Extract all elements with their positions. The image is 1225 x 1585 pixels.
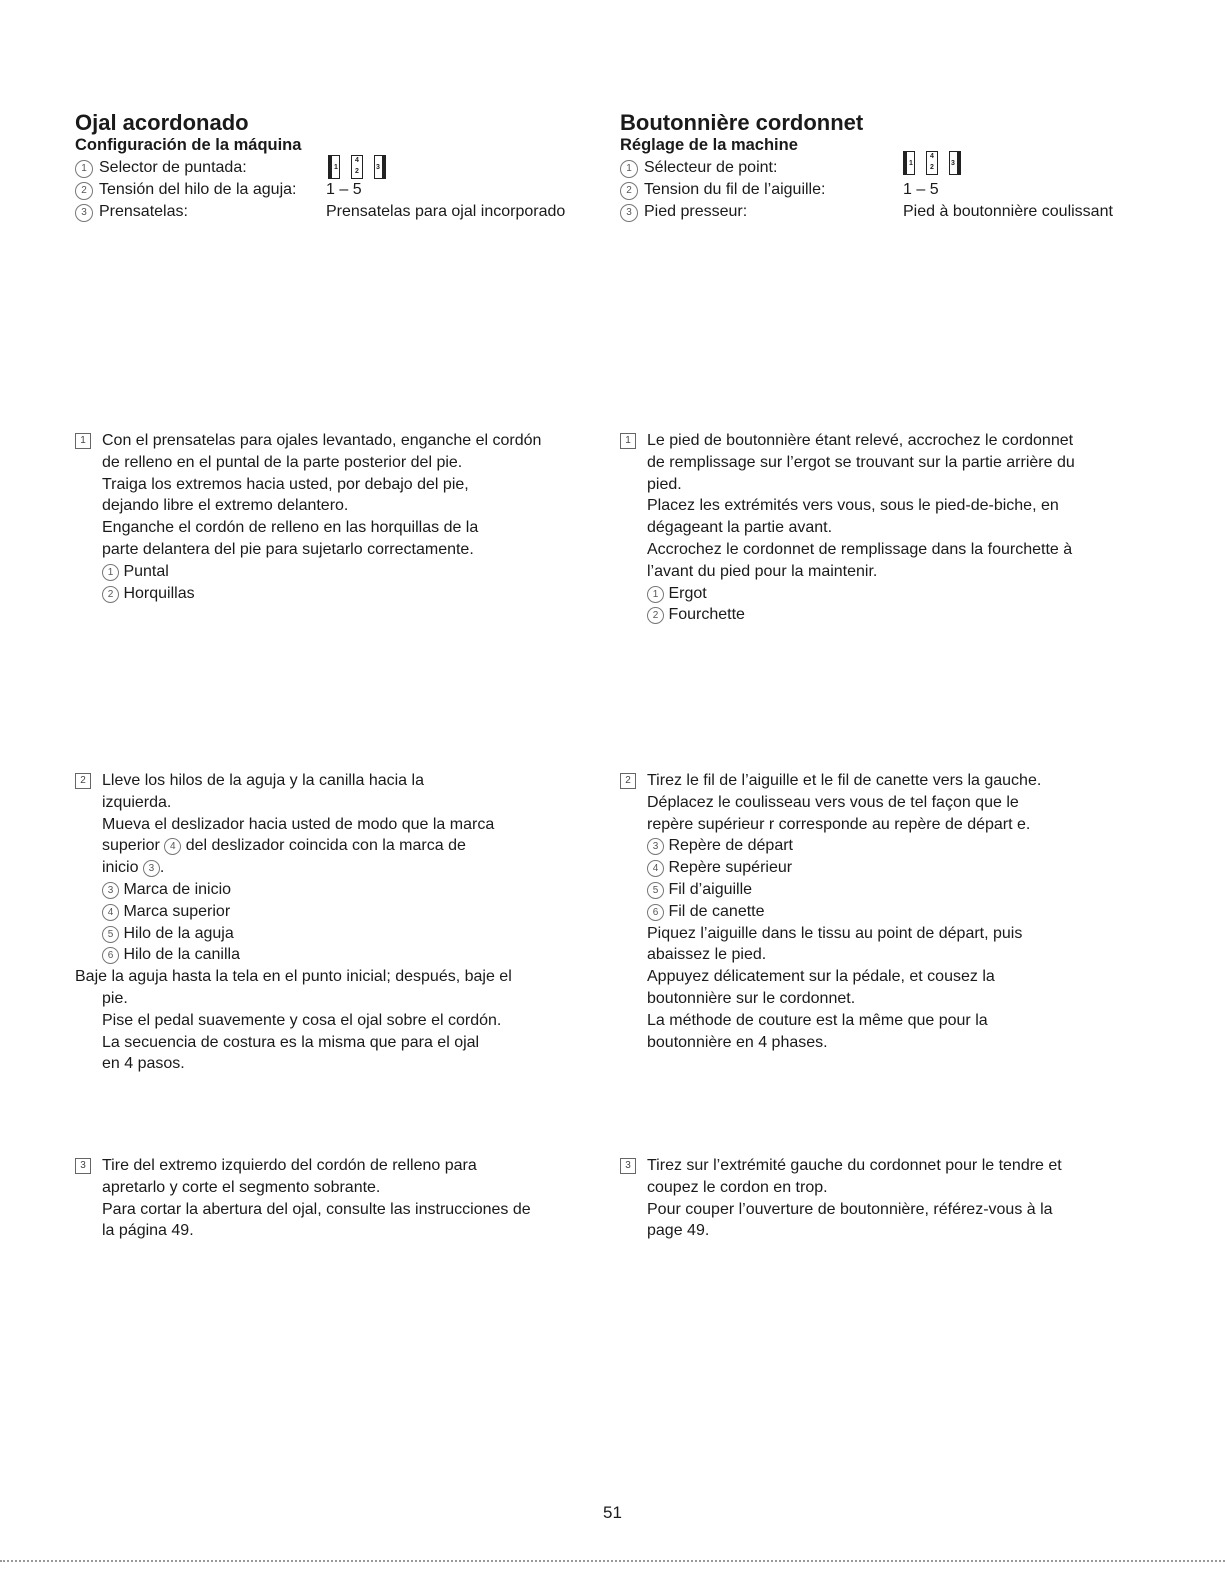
setting-row	[75, 179, 610, 201]
step-text: Con el prensatelas para ojales levantado, enganche el cordón	[102, 432, 542, 449]
setting-value: 1 – 5	[903, 181, 939, 198]
step-number: 1	[75, 433, 91, 449]
page-number: 51	[603, 1503, 622, 1522]
circled-number: 3	[620, 204, 638, 222]
step-text: izquierda.	[102, 793, 172, 811]
setting-row	[620, 179, 1160, 201]
step-text: Placez les extrémités vers vous, sous le pied-de-biche, en	[647, 497, 1059, 515]
step-text: boutonnière sur le cordonnet.	[647, 989, 856, 1007]
step-text: Le pied de boutonnière étant relevé, accrochez le cordonnet	[647, 432, 1074, 449]
step-text: apretarlo y corte el segmento sobrante.	[102, 1178, 381, 1196]
step-text: La méthode de couture est la même que pour la	[647, 1011, 988, 1029]
step-text: boutonnière en 4 phases.	[647, 1033, 828, 1051]
step-text: pied.	[647, 475, 682, 493]
stitch-icon-1: 1	[328, 155, 340, 179]
step-text: superior 4 del deslizador coincida con la marca de	[102, 837, 466, 855]
step-text: Tirez sur l’extrémité gauche du cordonnet pour le tendre et	[647, 1157, 1062, 1174]
circled-number: 1	[75, 160, 93, 178]
setting-row	[75, 157, 610, 179]
step-number: 3	[620, 1158, 636, 1174]
list-item: 6 Fil de canette	[647, 901, 1160, 923]
step-1	[75, 430, 610, 604]
setting-label: Prensatelas:	[99, 203, 188, 220]
step-text: dejando libre el extremo delantero.	[102, 497, 349, 515]
step-text: dégageant la partie avant.	[647, 519, 833, 537]
setting-row	[620, 201, 1160, 223]
step-2	[620, 770, 1160, 1053]
setting-label: Sélecteur de point:	[644, 159, 778, 176]
step-3	[620, 1155, 1160, 1242]
step-number: 3	[75, 1158, 91, 1174]
step-text: repère supérieur r corresponde au repère de départ e.	[647, 815, 1031, 833]
section-title: Boutonnière cordonnet	[620, 110, 864, 135]
step-text: Mueva el deslizador hacia usted de modo que la marca	[102, 815, 495, 833]
machine-setup-heading: Réglage de la machine	[620, 136, 798, 154]
step-text: abaissez le pied.	[647, 946, 767, 964]
step-text: page 49.	[647, 1222, 710, 1240]
setting-label: Tensión del hilo de la aguja:	[99, 181, 297, 198]
setting-label: Tension du fil de l’aiguille:	[644, 181, 826, 198]
circled-number: 1	[620, 160, 638, 178]
step-2	[75, 770, 610, 1075]
step-text: Pour couper l’ouverture de boutonnière, référez-vous à la	[647, 1200, 1053, 1218]
list-item: 4 Marca superior	[102, 901, 610, 923]
stitch-icon-3: 3	[374, 155, 386, 179]
list-item: 2 Horquillas	[102, 583, 610, 605]
step-text: Appuyez délicatement sur la pédale, et cousez la	[647, 968, 995, 986]
step-text: coupez le cordon en trop.	[647, 1178, 828, 1196]
list-item: 3 Repère de départ	[647, 835, 1160, 857]
setting-value: Prensatelas para ojal incorporado	[326, 203, 566, 220]
step-text: Enganche el cordón de relleno en las horquillas de la	[102, 519, 479, 537]
list-item: 2 Fourchette	[647, 604, 1160, 626]
machine-setup-heading: Configuración de la máquina	[75, 136, 302, 154]
step-text: La secuencia de costura es la misma que para el ojal	[102, 1033, 480, 1051]
machine-settings	[75, 157, 610, 223]
step-text: pie.	[102, 989, 128, 1007]
step-text: Tirez le fil de l’aiguille et le fil de canette vers la gauche.	[647, 772, 1042, 789]
step-text: la página 49.	[102, 1222, 194, 1240]
stitch-icon-3: 3	[949, 151, 961, 175]
list-item: 6 Hilo de la canilla	[102, 944, 610, 966]
step-text: Piquez l’aiguille dans le tissu au point de départ, puis	[647, 924, 1023, 942]
setting-row	[75, 201, 610, 223]
step-number: 2	[620, 773, 636, 789]
section-title: Ojal acordonado	[75, 110, 249, 135]
list-item: 4 Repère supérieur	[647, 857, 1160, 879]
setting-row	[620, 157, 1160, 179]
circled-number: 2	[620, 182, 638, 200]
list-item: 3 Marca de inicio	[102, 879, 610, 901]
step-text: de remplissage sur l’ergot se trouvant sur la partie arrière du	[647, 453, 1075, 471]
step-1	[620, 430, 1160, 626]
setting-label: Pied presseur:	[644, 203, 748, 220]
bottom-divider	[0, 1560, 1225, 1562]
step-text: de relleno en el puntal de la parte posterior del pie.	[102, 453, 463, 471]
step-text: Pise el pedal suavemente y cosa el ojal sobre el cordón.	[102, 1011, 502, 1029]
circled-number: 2	[75, 182, 93, 200]
step-text: Lleve los hilos de la aguja y la canilla hacia la	[102, 772, 424, 789]
step-text: parte delantera del pie para sujetarlo correctamente.	[102, 540, 474, 558]
step-text: Accrochez le cordonnet de remplissage dans la fourchette à	[647, 540, 1073, 558]
list-item: 1 Ergot	[647, 583, 1160, 605]
list-item: 5 Hilo de la aguja	[102, 923, 610, 945]
stitch-icon-1: 1	[903, 151, 915, 175]
list-item: 1 Puntal	[102, 561, 610, 583]
step-number: 1	[620, 433, 636, 449]
stitch-icon-2: 4 2	[926, 151, 938, 175]
setting-label: Selector de puntada:	[99, 159, 247, 176]
step-text: Traiga los extremos hacia usted, por debajo del pie,	[102, 475, 469, 493]
step-text: Déplacez le coulisseau vers vous de tel façon que le	[647, 793, 1019, 811]
setting-value: Pied à boutonnière coulissant	[903, 203, 1113, 220]
step-text: l’avant du pied pour la maintenir.	[647, 562, 878, 580]
step-text: Tire del extremo izquierdo del cordón de relleno para	[102, 1157, 477, 1174]
list-item: 5 Fil d’aiguille	[647, 879, 1160, 901]
step-text: en 4 pasos.	[102, 1055, 185, 1073]
circled-number: 3	[75, 204, 93, 222]
setting-value: 1 – 5	[326, 181, 362, 198]
stitch-icon-2: 4 2	[351, 155, 363, 179]
step-3	[75, 1155, 610, 1242]
step-text: Baje la aguja hasta la tela en el punto inicial; después, baje el	[75, 968, 512, 986]
machine-settings	[620, 157, 1160, 223]
step-number: 2	[75, 773, 91, 789]
step-text: Para cortar la abertura del ojal, consulte las instrucciones de	[102, 1200, 531, 1218]
step-text: inicio 3 .	[102, 859, 165, 877]
